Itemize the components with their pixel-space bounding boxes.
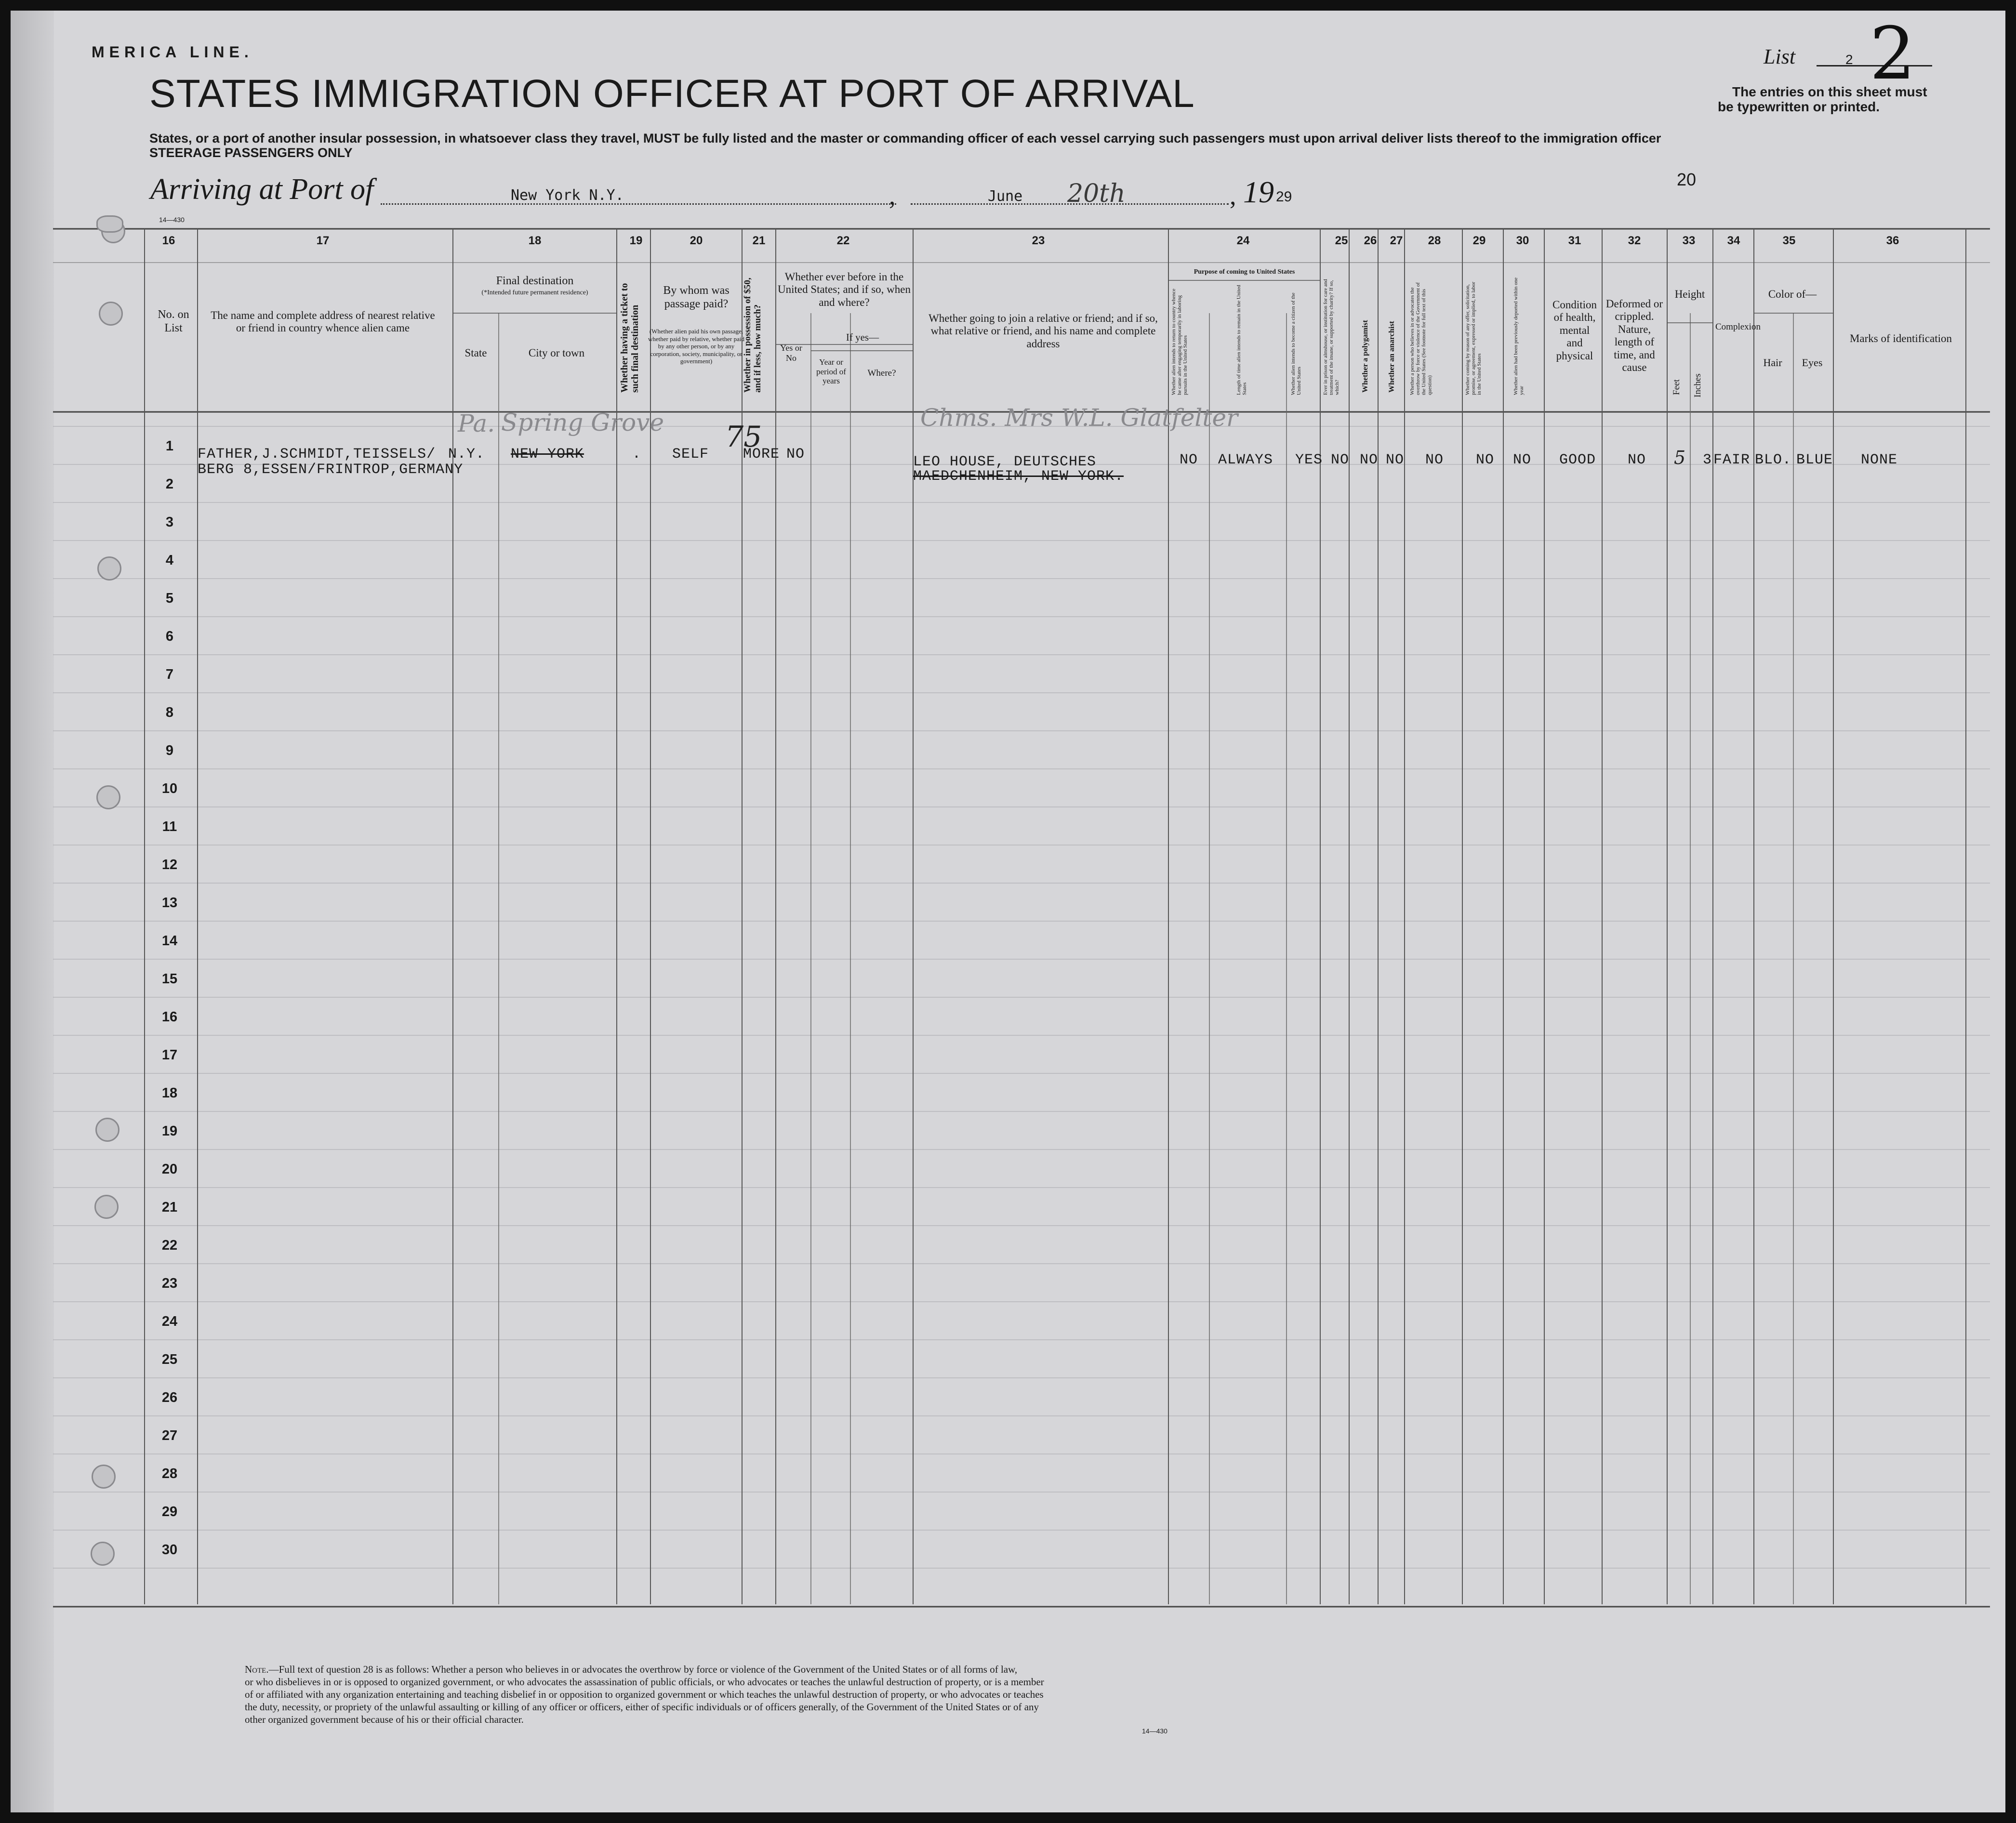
form-title: STATES IMMIGRATION OFFICER AT PORT OF ARRIVAL — [149, 72, 1195, 116]
heading-city: City or town — [528, 347, 585, 359]
binder-hole — [95, 1118, 119, 1142]
row-number: 28 — [161, 1466, 178, 1481]
heading-identification-marks: Marks of identification — [1849, 332, 1952, 344]
entry-joining-line2: MAEDCHENHEIM, NEW YORK. — [913, 468, 1124, 485]
entry-money: MORE — [743, 446, 780, 462]
heading-passage-paid: By whom was passage paid? — [663, 284, 729, 310]
heading-money: Whether in possession of $50, and if less, how much? — [743, 277, 763, 393]
row-number: 1 — [165, 438, 174, 454]
heading-if-yes: If yes— — [846, 331, 879, 343]
heading-purpose: Purpose of coming to United States — [1194, 268, 1295, 276]
column-number-24: 24 — [1236, 234, 1250, 247]
heading-polygamist: Whether a polygamist — [1361, 320, 1369, 393]
column-number-26: 26 — [1364, 234, 1377, 247]
column-number-19: 19 — [629, 234, 643, 247]
entry-city: NEW YORK — [511, 446, 584, 462]
row-number: 16 — [161, 1009, 178, 1025]
heading-state: State — [464, 347, 487, 359]
entry-relative-line2: BERG 8,ESSEN/FRINTROP,GERMANY — [198, 462, 464, 478]
row-number: 2 — [165, 476, 174, 492]
row-number: 10 — [161, 781, 178, 796]
row-number: 15 — [161, 971, 178, 987]
month-field: June — [988, 188, 1023, 205]
heading-joining-relative: Whether going to join a relative or friend; and if so, what relative or friend, and his name and complete address — [928, 312, 1158, 350]
row-number: 12 — [161, 857, 178, 872]
footnote-line: the duty, necessity, or propriety of the unlawful assaulting or killing of any officer or officers, either of specific individuals or of officers generally, of the Government of the United States or of any — [245, 1701, 1039, 1713]
column-number-34: 34 — [1727, 234, 1740, 247]
footnote-line: other organized government because of his or their official character. — [245, 1714, 524, 1725]
column-number-33: 33 — [1682, 234, 1696, 247]
heading-prison: Ever in prison or almshouse, or institution for care and treatment of the insane, or supported by charity? If so, which? — [1323, 279, 1340, 395]
entries-note-2: be typewritten or printed. — [1718, 99, 1880, 114]
column-number-29: 29 — [1472, 234, 1486, 247]
entry-polygamist: NO — [1360, 452, 1379, 468]
entry-inches: 3 — [1703, 452, 1712, 468]
heading-overthrow: Whether a person who believes in or advocates the overthrow by force or violence of the Government of the United States (See footnote for full text of this question) — [1409, 282, 1433, 395]
row-number: 4 — [165, 553, 174, 568]
heading-no-on-list: No. on List — [158, 308, 189, 334]
row-number: 26 — [161, 1390, 178, 1405]
heading-anarchist: Whether an anarchist — [1388, 321, 1396, 393]
column-number-23: 23 — [1032, 234, 1045, 247]
row-number: 29 — [161, 1504, 178, 1519]
column-number-31: 31 — [1568, 234, 1581, 247]
day-field: 20th — [1067, 179, 1126, 208]
row-number: 7 — [165, 667, 174, 682]
shipping-line-name: MERICA LINE. — [92, 43, 253, 61]
entry-ticket: . — [632, 446, 642, 462]
comma-1: , — [889, 181, 896, 210]
row-number: 3 — [165, 515, 174, 530]
row-number: 22 — [161, 1238, 178, 1253]
entry-state-correction: Pa. — [458, 410, 495, 437]
column-number-28: 28 — [1428, 234, 1441, 247]
column-number-36: 36 — [1886, 234, 1899, 247]
list-number: 2 — [1845, 52, 1853, 67]
entry-money-handwritten: 75 — [725, 420, 762, 454]
heading-where: Where? — [867, 368, 896, 378]
heading-become-citizen: Whether alien intends to become a citizen of the United States — [1290, 292, 1302, 395]
row-number: 9 — [165, 743, 174, 758]
heading-height: Height — [1674, 288, 1705, 300]
list-label: List — [1764, 45, 1796, 68]
binder-hole — [99, 302, 123, 326]
row-number: 14 — [161, 933, 178, 949]
column-number-20: 20 — [690, 234, 703, 247]
heading-ticket: Whether having a ticket to such final destination — [619, 283, 640, 393]
column-number-17: 17 — [316, 234, 330, 247]
row-number: 30 — [161, 1542, 178, 1558]
margin-number: 20 — [1677, 170, 1697, 189]
entry-joining-correction: Chms. Mrs W.L. Glatfelter — [920, 404, 1238, 432]
row-number: 18 — [161, 1085, 178, 1101]
column-number-30: 30 — [1516, 234, 1529, 247]
binder-hole — [92, 1465, 116, 1489]
binder-hole — [91, 1542, 115, 1566]
row-number: 17 — [161, 1047, 178, 1063]
binder-hole — [97, 556, 121, 581]
row-number: 21 — [161, 1200, 178, 1215]
form-instructions: States, or a port of another insular possession, in whatsoever class they travel, MUST be fully listed and the master or commanding officer of each vessel carrying such passengers must upon arrival deliver lists thereof to the immigration officer — [149, 131, 1661, 145]
footnote-lead: Note.— — [245, 1664, 279, 1675]
arriving-label: Arriving at Port of — [150, 173, 374, 206]
footnote — [245, 1663, 1044, 1726]
entry-deported: NO — [1513, 452, 1532, 468]
entry-anarchist: NO — [1386, 452, 1405, 468]
entry-prison: NO — [1331, 452, 1350, 468]
column-number-27: 27 — [1390, 234, 1403, 247]
row-number: 24 — [161, 1314, 178, 1329]
entry-hair: BLO. — [1755, 452, 1792, 468]
entry-overthrow: NO — [1425, 452, 1444, 468]
heading-complexion: Complexion — [1715, 322, 1761, 332]
heading-intends-return: Whether alien intends to return to country whence he came after engaging temporarily in laboring pursuits in the United States — [1171, 289, 1189, 395]
heading-hair: Hair — [1763, 357, 1782, 369]
heading-yes-no: Yes or No — [780, 343, 802, 363]
column-number-35: 35 — [1782, 234, 1796, 247]
entry-relative-line1: FATHER,J.SCHMIDT,TEISSELS/ — [198, 446, 436, 462]
row-number: 19 — [161, 1123, 178, 1139]
row-number: 23 — [161, 1276, 178, 1291]
column-number-32: 32 — [1628, 234, 1641, 247]
heading-deformed: Deformed or crippled. Nature, length of time, and cause — [1605, 298, 1663, 374]
heading-previous-visit: Whether ever before in the United States; and if so, when and where? — [778, 271, 911, 308]
entries-note: The entries on this sheet must — [1732, 84, 1927, 99]
heading-length-of-stay: Length of time alien intends to remain in the United States — [1236, 285, 1248, 395]
row-number: 11 — [162, 819, 177, 834]
column-number-21: 21 — [752, 234, 766, 247]
entry-state: N.Y. — [448, 446, 485, 462]
footnote-line: of or affiliated with any organization entertaining and teaching disbelief in or opposition to organized government or which teaches the unlawful destruction of property, or who advocates or teaches — [245, 1689, 1044, 1700]
column-number-16: 16 — [162, 234, 175, 247]
port-field: New York N.Y. — [511, 187, 624, 204]
heading-period-of-years: Year or period of years — [816, 357, 846, 386]
entry-become-citizen: YES — [1295, 452, 1323, 468]
heading-final-destination: Final destination — [496, 275, 574, 287]
binder-hole — [96, 785, 120, 809]
binder-hole — [96, 215, 123, 233]
footnote-line: or who disbelieves in or is opposed to organized government, or who advocates the assassination of public officials, or who advocates or teaches the unlawful destruction of property, or is a member — [245, 1676, 1044, 1688]
heading-color-of: Color of— — [1768, 288, 1817, 300]
list-number-handwritten: 2 — [1870, 12, 1916, 96]
steerage-label: STEERAGE PASSENGERS ONLY — [149, 145, 353, 160]
row-number: 25 — [161, 1352, 178, 1367]
year-prefix: 19 — [1243, 175, 1274, 209]
row-number: 5 — [165, 591, 174, 606]
heading-inches: Inches — [1693, 373, 1703, 397]
entry-complexion: FAIR — [1713, 452, 1751, 468]
column-number-25: 25 — [1335, 234, 1348, 247]
row-number: 13 — [161, 895, 178, 911]
entry-paid-by: SELF — [672, 446, 709, 462]
heading-eyes: Eyes — [1802, 357, 1823, 369]
heading-final-destination-note: (*Intended future permanent residence) — [481, 289, 588, 296]
form-code: 14—430 — [159, 216, 185, 224]
footnote-form-code: 14—430 — [1142, 1727, 1167, 1735]
heading-labor-offer: Whether coming by reason of any offer, solicitation, promise, or agreement, expressed or implied, to labor in the United States — [1465, 281, 1483, 395]
entry-return-to-country: NO — [1180, 452, 1198, 468]
entry-eyes: BLUE — [1796, 452, 1833, 468]
entry-health: GOOD — [1559, 452, 1596, 468]
heading-relative-address: The name and complete address of nearest relative or friend in country whence alien came — [211, 309, 435, 334]
heading-passage-paid-note: (Whether alien paid his own passage, whether paid by relative, whether paid by any other person, or by any corporation, society, municipality, or government) — [648, 328, 744, 365]
row-number: 6 — [165, 629, 174, 644]
year-suffix: 29 — [1276, 189, 1292, 205]
entry-labor-offer: NO — [1476, 452, 1495, 468]
entry-length-of-stay: ALWAYS — [1218, 452, 1273, 468]
heading-health: Condition of health, mental and physical — [1552, 299, 1597, 362]
entry-city-correction: Spring Grove — [501, 409, 664, 436]
heading-deported: Whether alien had been previously deported within one year — [1513, 277, 1525, 395]
heading-feet: Feet — [1671, 379, 1682, 395]
entry-marks: NONE — [1861, 452, 1898, 468]
column-number-18: 18 — [528, 234, 542, 247]
binder-hole — [94, 1195, 119, 1219]
entry-deformed: NO — [1628, 452, 1646, 468]
row-number: 8 — [165, 705, 174, 720]
row-number: 20 — [161, 1162, 178, 1177]
arriving-underline — [381, 203, 896, 205]
column-number-22: 22 — [836, 234, 850, 247]
comma-2: , — [1230, 181, 1236, 210]
entry-joining-line1: LEO HOUSE, DEUTSCHES — [913, 454, 1097, 470]
entry-feet: 5 — [1674, 447, 1686, 468]
entry-before-in-us: NO — [786, 446, 805, 462]
row-number: 27 — [161, 1428, 178, 1443]
footnote-line: Full text of question 28 is as follows: Whether a person who believes in or advocates the overthrow by force or violence of the Government of the United States or of all forms of law, — [279, 1664, 1018, 1675]
